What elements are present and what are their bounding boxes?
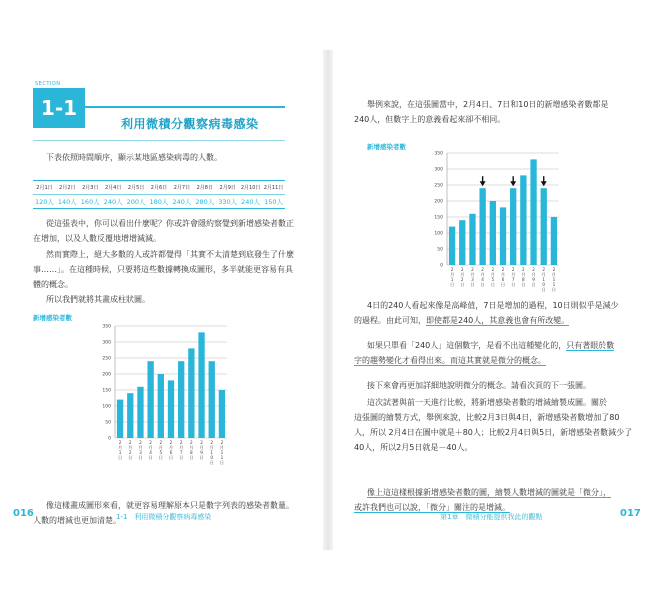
table-date-cell: 2月10日 [240, 185, 261, 191]
paragraph-2-line-2: 事……」。在這種時候，只要將這些數據轉換成圖形，多半就能更容易有具 [33, 265, 293, 274]
paragraph-1-line-1: 從這張表中，你可以看出什麼呢？你或許會隱約察覺到新增感染者數正 [46, 219, 294, 228]
table-count-cell: 200人 [126, 198, 146, 206]
table-count-cell: 330人 [218, 198, 238, 206]
table-count-cell: 280人 [195, 198, 215, 206]
bar [209, 361, 215, 438]
table-count-cell: 160人 [80, 198, 100, 206]
x-tick-label: 2 月 5 日 [158, 440, 163, 460]
bar [479, 188, 485, 265]
right-line-2: 240人，但數字上的意義看起來卻不相同。 [354, 115, 506, 124]
chart-2-title: 新增感染者數 [367, 143, 406, 151]
bar [137, 387, 143, 438]
book-gutter [323, 50, 333, 550]
x-tick-label: 2 月 6 日 [500, 267, 506, 287]
table-count-cell: 240人 [241, 198, 261, 206]
right-p5-line-1: 這次試著與前一天進行比較，將新增感染者數的增減繪製成圖。關於 [367, 398, 607, 407]
section-title-rule [85, 106, 285, 108]
bar [551, 217, 557, 265]
x-tick-label: 2 月 9 日 [199, 440, 204, 460]
x-tick-label: 2 月 4 日 [480, 267, 485, 287]
x-tick-label: 2 月 1 1 日 [219, 440, 225, 465]
y-tick-label: 50 [105, 420, 111, 426]
bar [469, 214, 475, 265]
chart-1-title: 新增感染者數 [33, 314, 72, 322]
table-date-cell: 2月4日 [104, 185, 122, 191]
right-p3-line-2 [354, 355, 546, 367]
table-date-cell: 2月1日 [36, 185, 53, 191]
y-tick-label: 250 [434, 183, 443, 189]
y-tick-label: 300 [434, 167, 443, 173]
intro-text: 下表依照時間順序，顯示某地區感染病毒的人數。 [46, 153, 222, 162]
right-p3-line-1-emphasis: 只有著眼於數 [566, 341, 615, 350]
section-title: 利用微積分觀察病毒感染 [121, 117, 259, 131]
y-tick-label: 200 [434, 199, 443, 205]
table-date-cell: 2月2日 [59, 185, 76, 191]
right-p3-line-2-emphasis-a: 字的趨勢變化才看得出來。 [354, 356, 450, 365]
bar [530, 159, 536, 265]
bar [459, 220, 465, 265]
table-count-cell: 120人 [34, 198, 54, 206]
x-tick-label: 2 月 1 日 [449, 267, 455, 287]
y-tick-label: 150 [102, 388, 111, 394]
right-p2-line-1: 4日的240人看起來像是高峰值，7日是增加的過程，10日則似乎是減少 [367, 301, 619, 310]
table-date-cell: 2月9日 [219, 185, 236, 191]
table-date-cell: 2月5日 [127, 185, 145, 191]
table-date-row [33, 182, 285, 193]
right-p6-line-2-emphasis: 或許我們也可以說，「微分」關注的是增減。 [354, 503, 510, 512]
bar [127, 393, 133, 438]
x-tick-label: 2 月 7 日 [511, 267, 516, 287]
bottom-line-1: 像這樣畫成圖形來看，就更容易理解原本只是數字列表的感染者數量。 [46, 501, 294, 510]
x-tick-label: 2 月 3 日 [470, 267, 475, 287]
section-tag: SECTION [35, 81, 61, 87]
table-count-row [33, 196, 285, 207]
x-tick-label: 2 月 6 日 [168, 440, 174, 460]
x-tick-label: 2 月 5 日 [490, 267, 495, 287]
table-date-cell: 2月8日 [196, 185, 213, 191]
table-count-cell: 140人 [57, 198, 77, 206]
paragraph-2-line-1: 然而實際上，絕大多數的人或許都覺得「其實不太清楚到底發生了什麼 [46, 250, 294, 259]
table-date-cell: 2月11日 [263, 185, 284, 191]
right-p6-line-1-emphasis: 像上這這樣根據新增感染者數的圖，繪製人數增減的圖就是「微分」， [367, 488, 611, 497]
y-tick-label: 300 [102, 340, 111, 346]
right-p3-line-2-emphasis-b: 而這其實就是微分的概念。 [450, 356, 546, 365]
right-p3-line-1-start: 如果只單看「240人」這個數字，是看不出這種變化的， [367, 341, 567, 350]
bar [541, 188, 547, 265]
bar [147, 361, 153, 438]
right-p4: 接下來會再更加詳細地說明微分的概念。請看次頁的下一張圖。 [367, 381, 591, 390]
right-p2-line-2-emphasis: 即使都是240人，其意義也會有所改變。 [426, 316, 570, 325]
bar [520, 175, 526, 265]
chart-1 [93, 318, 233, 468]
bar [168, 380, 174, 438]
table-bottom-rule [33, 208, 285, 209]
bar [198, 332, 204, 438]
table-count-cell: 150人 [264, 198, 283, 206]
x-tick-label: 2 月 7 日 [179, 440, 184, 460]
x-tick-label: 2 月 1 0 日 [541, 267, 546, 292]
x-tick-label: 2 月 3 日 [138, 440, 143, 460]
y-tick-label: 0 [440, 263, 443, 269]
footer-left: 1-1 利用微積分觀察病毒感染 [116, 513, 212, 521]
right-p6-line-1 [367, 487, 611, 499]
arrow-head [480, 181, 486, 186]
paragraph-2-line-3: 體的概念。 [33, 280, 73, 289]
right-p2-line-2 [354, 315, 569, 327]
table-count-cell: 180人 [149, 198, 169, 206]
bar [449, 227, 455, 265]
bar [188, 348, 194, 438]
x-tick-label: 2 月 8 日 [189, 440, 194, 460]
table-date-cell: 2月6日 [150, 185, 168, 191]
y-tick-label: 350 [102, 324, 111, 330]
right-p3-line-1 [367, 340, 614, 352]
bar [490, 201, 496, 265]
x-tick-label: 2 月 2 日 [128, 440, 133, 460]
bar [500, 207, 506, 265]
left-page [13, 60, 313, 540]
right-p5-line-4: 40人，所以2月5日就是－40人。 [354, 443, 473, 452]
x-tick-label: 2 月 1 1 日 [551, 267, 557, 292]
section-bottom-rule [33, 140, 285, 141]
bottom-line-2: 人數的增減也更加清楚。 [33, 516, 121, 525]
paragraph-1-line-2: 在增加，以及人數反覆地增增減減。 [33, 234, 161, 243]
page-number-left: 016 [13, 508, 34, 519]
x-tick-label: 2 月 2 日 [460, 267, 465, 287]
table-date-cell: 2月3日 [82, 185, 99, 191]
x-tick-label: 2 月 1 0 日 [209, 440, 214, 465]
table-date-cell: 2月7日 [173, 185, 191, 191]
y-tick-label: 200 [102, 372, 111, 378]
table-top-rule [33, 180, 285, 181]
right-page [342, 60, 642, 540]
arrow-head [541, 181, 547, 186]
y-tick-label: 250 [102, 356, 111, 362]
right-p5-line-3: 人，所以 2月4日在圖中就是＋80人；比較2月4日與5日，新增感染者數減少了 [354, 428, 633, 437]
y-tick-label: 100 [102, 404, 111, 410]
bar [178, 361, 184, 438]
arrow-head [510, 181, 516, 186]
paragraph-3: 所以我們就將其畫成柱狀圖。 [46, 295, 150, 304]
x-tick-label: 2 月 1 日 [117, 440, 123, 460]
page-number-right: 017 [620, 508, 641, 519]
y-tick-label: 50 [437, 247, 443, 253]
section-number-badge: 1-1 [33, 88, 85, 128]
bar [117, 400, 123, 438]
y-tick-label: 350 [434, 151, 443, 157]
y-tick-label: 150 [434, 215, 443, 221]
bar [510, 188, 516, 265]
footer-right: 第1章 微積分能提供我此的觀點 [440, 513, 543, 521]
table-count-cell: 240人 [172, 198, 192, 206]
right-p2-line-2-start: 的過程。由此可知， [354, 316, 426, 325]
x-tick-label: 2 月 4 日 [148, 440, 153, 460]
x-tick-label: 2 月 9 日 [531, 267, 536, 287]
chart-2 [425, 145, 565, 295]
right-line-1: 舉例來說，在這張圖當中，2月4日、7日和10日的新增感染者數都是 [367, 100, 609, 109]
table-mid-rule [33, 194, 285, 195]
y-tick-label: 100 [434, 231, 443, 237]
bar [219, 390, 225, 438]
bar [158, 374, 164, 438]
right-p5-line-2: 這張圖的繪製方式，舉例來說，比較2月3日與4日，新增感染者數增加了80 [354, 413, 620, 422]
y-tick-label: 0 [108, 436, 111, 442]
table-count-cell: 240人 [103, 198, 123, 206]
x-tick-label: 2 月 8 日 [521, 267, 526, 287]
